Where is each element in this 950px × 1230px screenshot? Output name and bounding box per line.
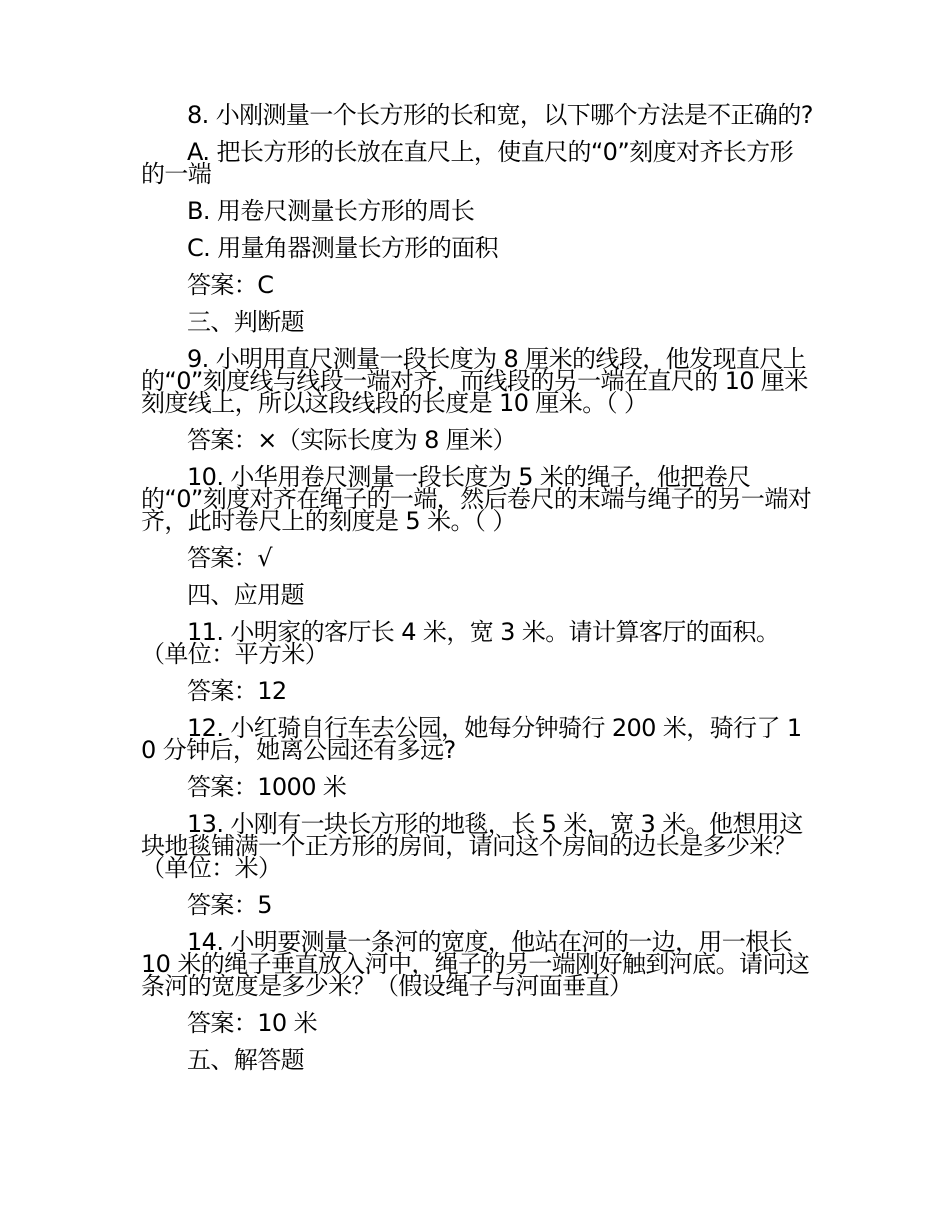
answer-13: 答案：5 (187, 891, 272, 919)
answer-8: 答案：C (187, 271, 274, 299)
question-9: 9. 小明用直尺测量一段长度为 8 厘米的线段，他发现直尺上的“0”刻度线与线段一端对齐，而线段的另一端在直尺的 10 厘米刻度线上，所以这段线段的长度是 10 厘米。（ ） (141, 345, 808, 417)
answer-9: 答案：×（实际长度为 8 厘米） (187, 426, 517, 454)
document-page (141, 101, 813, 1086)
section-heading-solution: 五、解答题 (187, 1046, 304, 1074)
section-heading-application: 四、应用题 (187, 581, 304, 609)
question-13: 13. 小刚有一块长方形的地毯，长 5 米，宽 3 米。他想用这块地毯铺满一个正方形的房间，请问这个房间的边长是多少米？（单位：米） (141, 810, 803, 882)
option-b: B. 用卷尺测量长方形的周长 (187, 197, 475, 225)
answer-11: 答案：12 (187, 677, 287, 705)
question-11: 11. 小明家的客厅长 4 米，宽 3 米。请计算客厅的面积。（单位：平方米） (141, 618, 780, 668)
question-12: 12. 小红骑自行车去公园，她每分钟骑行 200 米，骑行了 10 分钟后，她离公园还有多远? (141, 714, 802, 764)
option-c: C. 用量角器测量长方形的面积 (187, 234, 499, 262)
answer-10: 答案：√ (187, 544, 272, 572)
question-14: 14. 小明要测量一条河的宽度，他站在河的一边，用一根长 10 米的绳子垂直放入河中，绳子的另一端刚好触到河底。请问这条河的宽度是多少米？（假设绳子与河面垂直） (141, 928, 810, 1000)
question-8: 8. 小刚测量一个长方形的长和宽，以下哪个方法是不正确的? (187, 101, 813, 129)
answer-12: 答案：1000 米 (187, 773, 347, 801)
option-a: A. 把长方形的长放在直尺上，使直尺的“0”刻度对齐长方形的一端 (141, 138, 793, 188)
section-heading-judgment: 三、判断题 (187, 308, 304, 336)
answer-14: 答案：10 米 (187, 1009, 317, 1037)
question-10: 10. 小华用卷尺测量一段长度为 5 米的绳子，他把卷尺的“0”刻度对齐在绳子的一端，然后卷尺的末端与绳子的另一端对齐，此时卷尺上的刻度是 5 米。（ ） (141, 463, 812, 535)
